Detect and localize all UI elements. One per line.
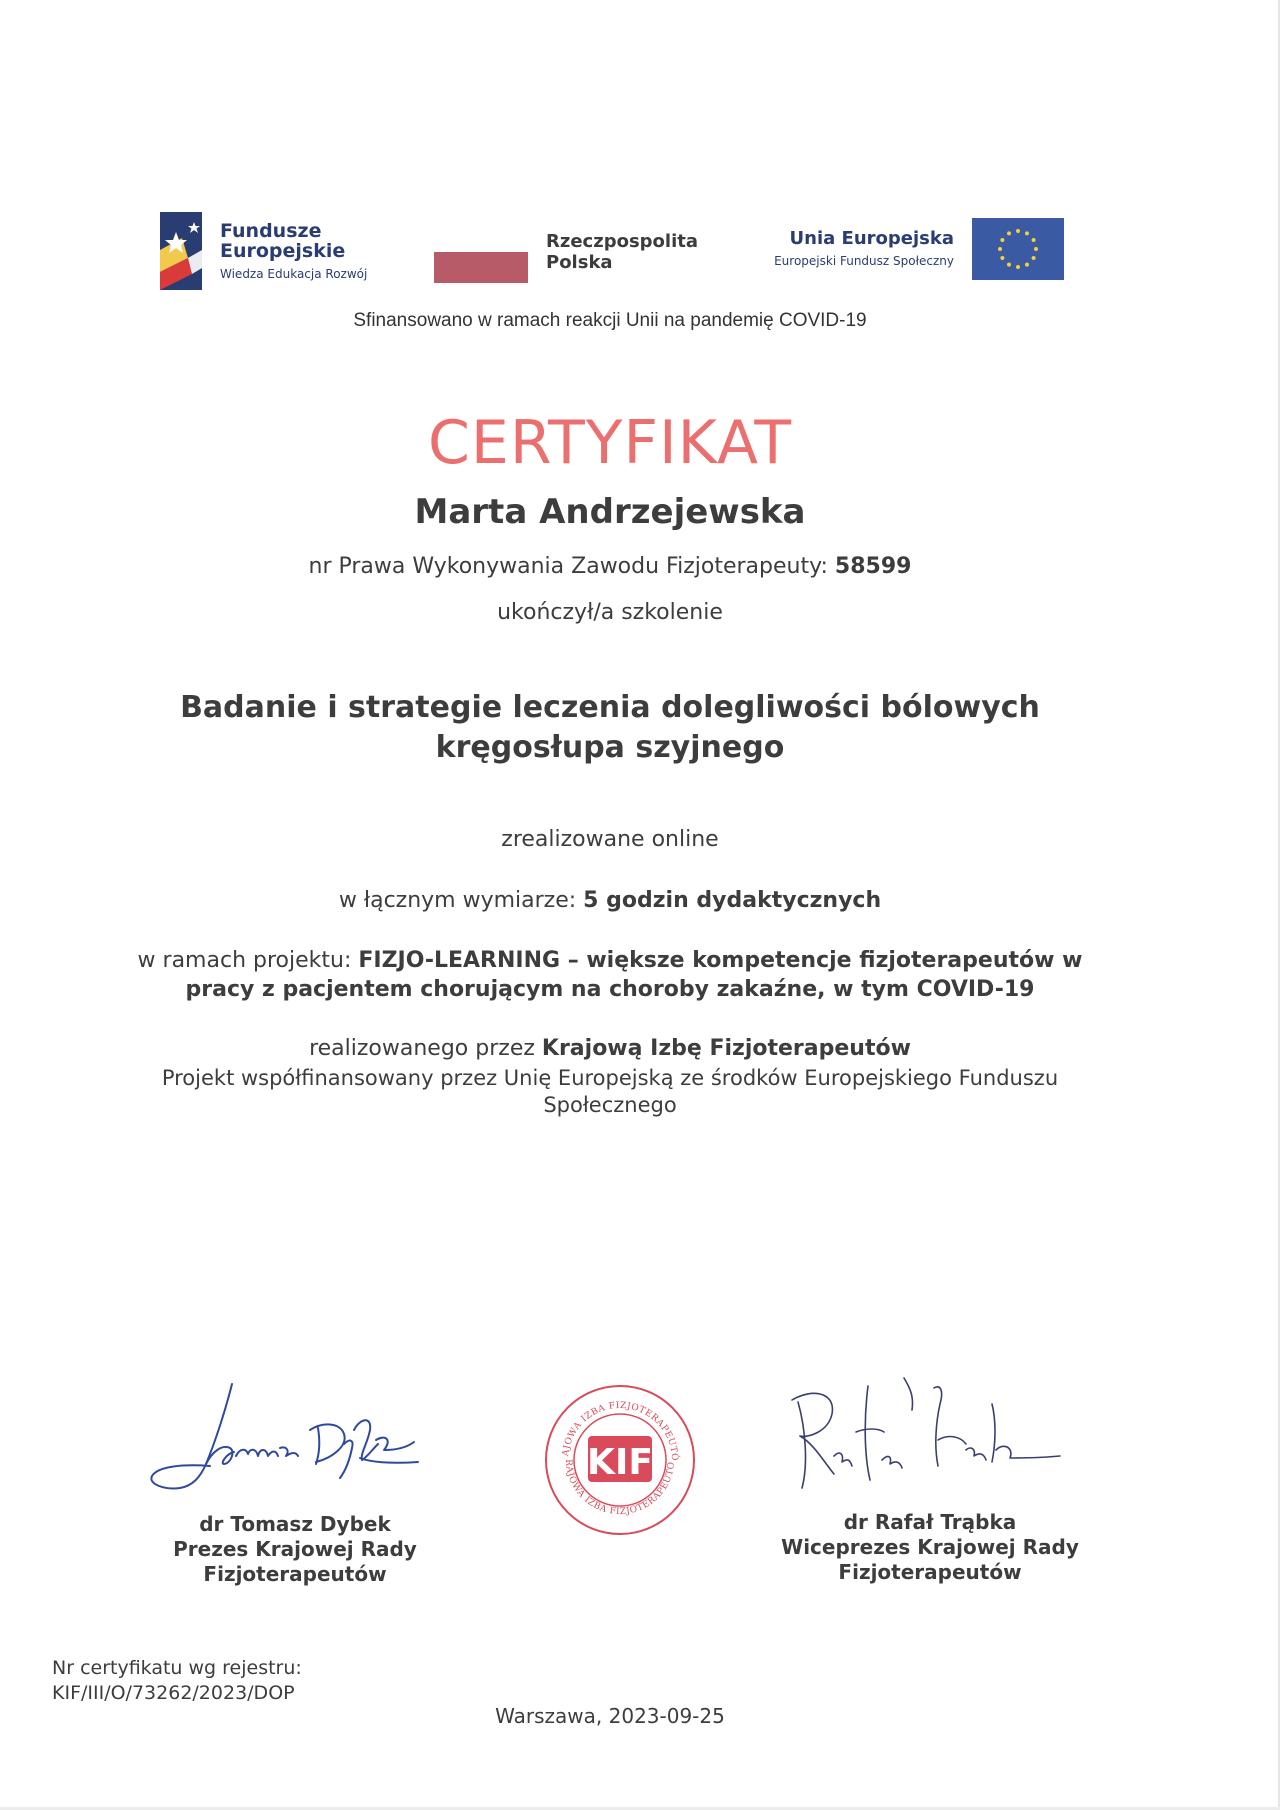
completed-text: ukończył/a szkolenie [497,600,723,625]
signer-2-role: Wiceprezes Krajowej Rady [781,1535,1079,1559]
registry-number: KIF/III/O/73262/2023/DOP [52,1682,295,1704]
fundusze-europejskie-logo-icon [158,210,208,294]
recipient-name: Marta Andrzejewska [414,492,806,532]
signature-rafal-trabka [784,1370,1074,1508]
poland-flag-red-band [434,252,528,283]
stamp-logo-text: KIF [587,1442,653,1483]
stamp-ring-top: AJOWA IZBA FIZJOTERAPEUTÓ [561,1400,680,1462]
signer-2-name: dr Rafał Trąbka [843,1510,1017,1534]
course-title-line2: kręgosłupa szyjnego [435,730,785,765]
fundusze-europejskie-logo [158,208,398,290]
registry-number-block [52,1656,302,1706]
hours-line [0,888,1220,913]
project-name-line1: FIZJO-LEARNING – większe kompetencje fizjoterapeutów w [358,948,1083,973]
fe-line1: Fundusze [220,220,322,242]
registry-label: Nr certyfikatu wg rejestru: [52,1657,302,1679]
hours-label: w łącznym wymiarze: [338,888,577,913]
license-number: 58599 [834,554,912,579]
ue-line2: Europejski Fundusz Społeczny [774,254,954,268]
organizer-label: realizowanego przez [309,1036,535,1061]
organizer-line [0,1036,1220,1061]
signature-tomasz-dybek [140,1378,450,1508]
signer-1-name: dr Tomasz Dybek [199,1512,391,1536]
project-line1 [0,948,1220,973]
signer-1-role: Prezes Krajowej Rady [173,1537,417,1561]
place-date: Warszawa, 2023-09-25 [495,1704,725,1728]
fe-line2: Europejskie [220,240,346,262]
signer-2 [760,1510,1100,1585]
signer-1-role-cont: Fizjoterapeutów [203,1562,387,1586]
organizer-name: Krajową Izbę Fizjoterapeutów [541,1036,911,1061]
signer-1 [130,1512,460,1587]
stamp-ring-bottom: RAJOWA IZBA FIZJOTERAPEUTÓ [562,1459,678,1518]
eu-flag-icon [972,218,1064,280]
cofinance-line2: Społecznego [543,1093,677,1117]
course-title-line1: Badanie i strategie leczenia dolegliwości bólowych [180,690,1040,725]
financing-note: Sfinansowano w ramach reakcji Unii na pandemię COVID-19 [353,310,867,331]
license-label: nr Prawa Wykonywania Zawodu Fizjoterapeuty: [308,554,828,579]
unia-europejska-logo [752,218,1064,286]
rzeczpospolita-polska-logo [434,230,724,290]
hours-value: 5 godzin dydaktycznych [583,888,882,913]
cofinance-line1: Projekt współfinansowany przez Unię Europejską ze środków Europejskiego Funduszu [161,1066,1059,1090]
rp-line2: Polska [546,252,613,273]
project-label: w ramach projektu: [137,948,352,973]
delivery-mode: zrealizowane online [501,827,719,852]
license-line [0,554,1220,579]
project-name-line2: pracy z pacjentem chorującym na choroby zakaźne, w tym COVID-19 [185,977,1035,1002]
kif-stamp-icon [540,1380,700,1540]
certificate-title: CERTYFIKAT [428,408,792,478]
signer-2-role-cont: Fizjoterapeutów [838,1560,1022,1584]
rp-line1: Rzeczpospolita [546,231,698,252]
fe-line3: Wiedza Edukacja Rozwój [220,267,368,281]
ue-line1: Unia Europejska [789,228,954,249]
